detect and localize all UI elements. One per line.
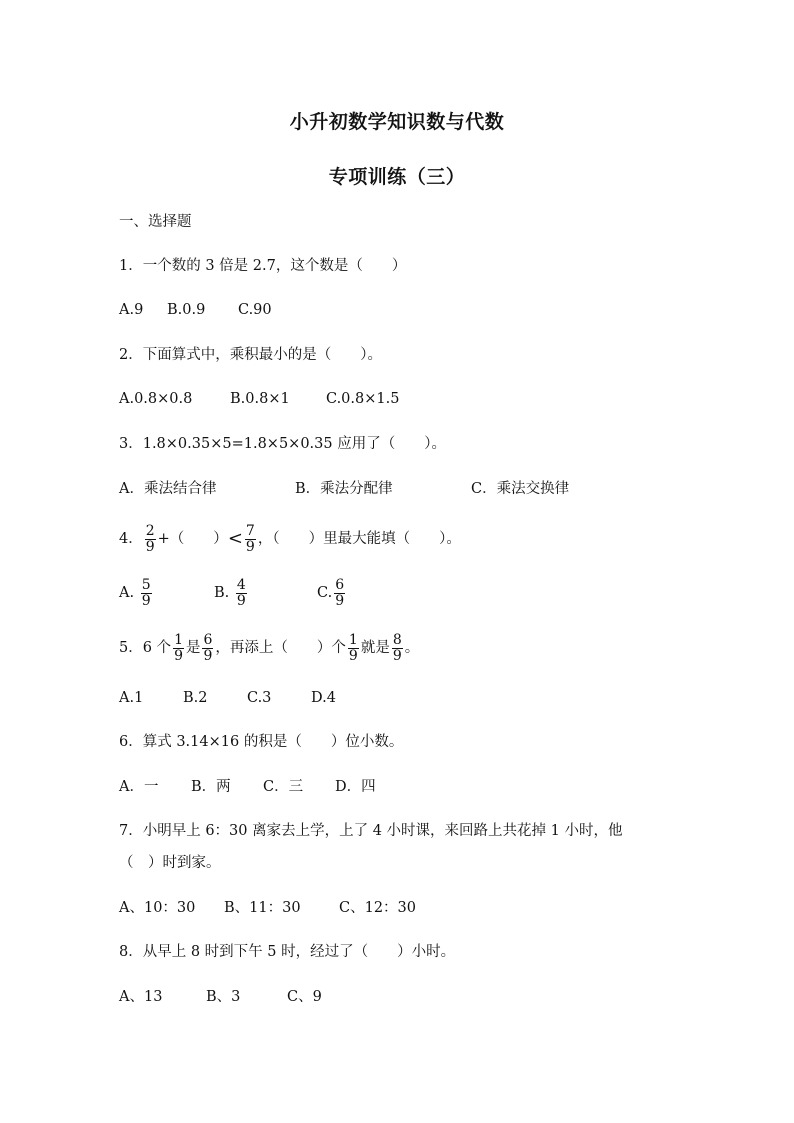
question-4	[119, 523, 461, 555]
option-c: C.90	[238, 302, 272, 318]
option-c: C．三	[263, 779, 304, 795]
option-c: C.0.8×1.5	[326, 391, 400, 407]
option-a: A．乘法结合律	[119, 481, 217, 497]
option-b: B、3	[206, 989, 241, 1005]
option-d: D．四	[335, 779, 376, 795]
option-b: B.0.8×1	[230, 391, 290, 407]
option-a: A. $\frac{5}{9}$	[119, 576, 151, 609]
question-6: 6．算式 3.14×16 的积是（ ）位小数。	[119, 734, 404, 750]
fraction-8-9: $\frac{8}{9}$	[392, 631, 402, 664]
question-8-options	[119, 986, 322, 1008]
option-b: B．两	[191, 779, 231, 795]
option-a: A.1	[119, 690, 144, 706]
option-c: C.3	[247, 690, 272, 706]
question-3-options	[119, 478, 569, 500]
question-1-options	[119, 299, 272, 321]
document-title: 小升初数学知识数与代数	[289, 111, 505, 133]
option-b: B、11：30	[224, 900, 301, 916]
question-2: 2．下面算式中，乘积最小的是（ ）。	[119, 347, 382, 363]
option-a: A．一	[119, 779, 159, 795]
option-b: B. $\frac{4}{9}$	[214, 576, 246, 609]
question-4-options	[119, 577, 347, 609]
question-8: 8．从早上 8 时到下午 5 时，经过了（ ）小时。	[119, 944, 456, 960]
option-b: B.2	[183, 690, 208, 706]
question-7-options	[119, 897, 416, 919]
option-c: C．乘法交换律	[471, 481, 570, 497]
option-a: A、10：30	[119, 900, 196, 916]
option-a: A.9	[119, 302, 144, 318]
question-1: 1．一个数的 3 倍是 2.7，这个数是（ ）	[119, 258, 407, 274]
question-5: 5．6 个 $\frac{1}{9}$ 是 $\frac{6}{9}$ ，再添上（ ）个 $\frac{1}{9}$ 就是 $\frac{8}{9}$ 。	[119, 631, 420, 664]
option-b: B.0.9	[167, 302, 206, 318]
question-3: 3．1.8×0.35×5=1.8×5×0.35 应用了（ ）。	[119, 436, 446, 452]
question-7-line-2: （ ）时到家。	[119, 855, 221, 871]
option-c: C. $\frac{6}{9}$	[317, 576, 345, 609]
fraction-1-9: $\frac{1}{9}$	[174, 631, 183, 664]
option-b: B．乘法分配律	[295, 481, 393, 497]
option-d: D.4	[311, 690, 336, 706]
question-4-blank: +（ ）	[157, 531, 228, 547]
fraction-2-9: $\frac{2}{9}$	[145, 522, 155, 555]
question-4-prefix: 4．	[119, 531, 143, 547]
option-c: C、12：30	[339, 900, 416, 916]
section-heading: 一、选择题	[119, 214, 192, 230]
fraction-7-9: $\frac{7}{9}$	[245, 522, 255, 555]
question-5-options	[119, 687, 336, 709]
fraction-1-9: $\frac{1}{9}$	[348, 631, 358, 664]
document-subtitle: 专项训练（三）	[328, 166, 466, 188]
less-than-sign: <	[227, 528, 243, 549]
fraction-6-9: $\frac{6}{9}$	[203, 631, 213, 664]
question-7-line-1: 7．小明早上 6：30 离家去上学，上了 4 小时课，来回路上共花掉 1 小时，他	[119, 823, 623, 839]
option-c: C、9	[287, 989, 322, 1005]
question-4-suffix: ，（ ）里最大能填（ ）。	[257, 531, 461, 547]
option-a: A、13	[119, 989, 163, 1005]
question-2-options	[119, 388, 399, 410]
question-6-options	[119, 776, 376, 798]
option-a: A.0.8×0.8	[119, 391, 193, 407]
